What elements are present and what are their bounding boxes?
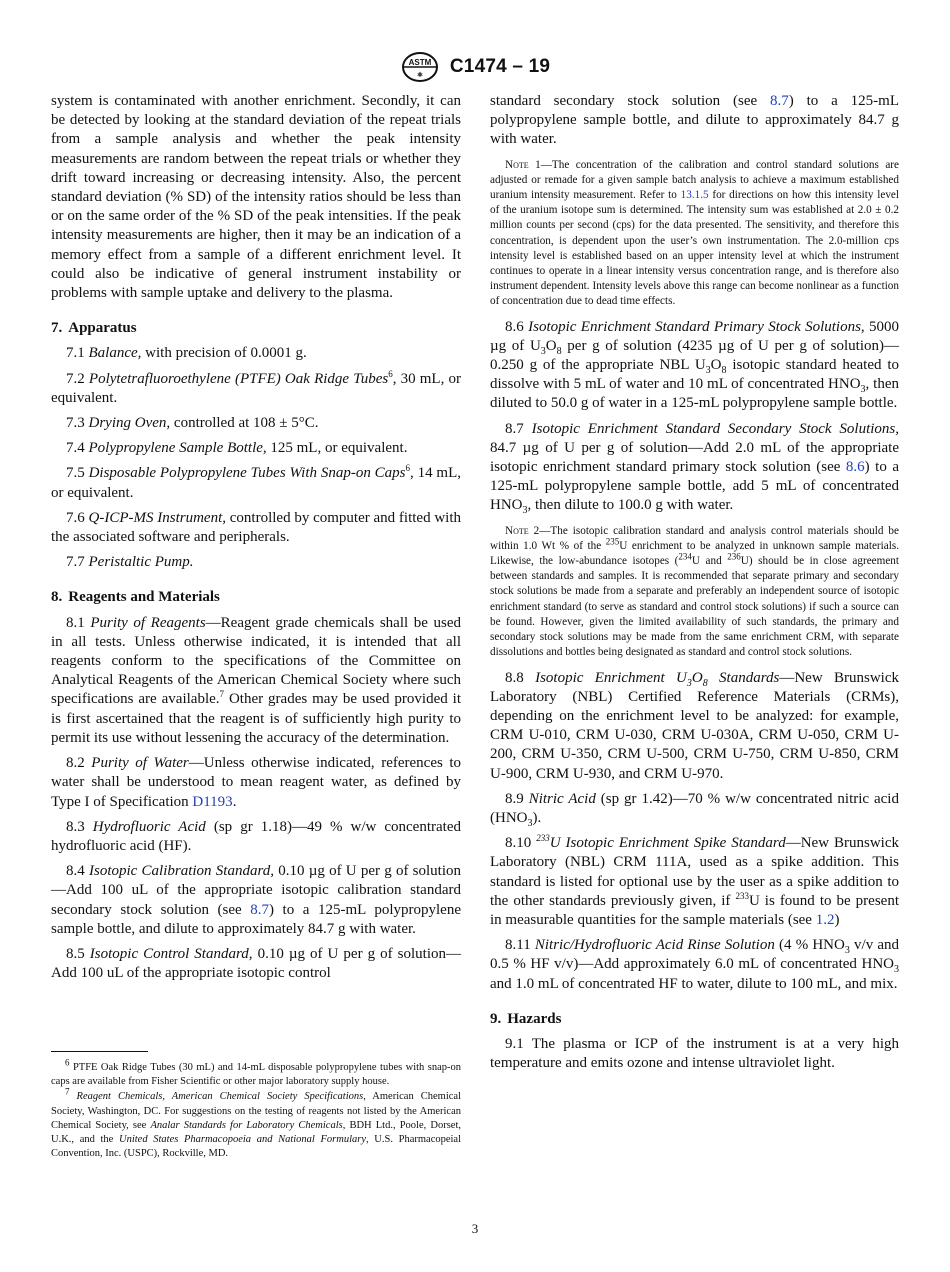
left-column bbox=[51, 92, 461, 989]
para-7-2: 7.2 Polytetrafluoroethylene (PTFE) Oak Ridge Tubes$^6$, 30 mL, or equivalent. bbox=[51, 368, 461, 406]
page-header bbox=[0, 50, 950, 84]
footnote-divider bbox=[51, 1051, 148, 1052]
astm-logo-icon bbox=[400, 50, 440, 84]
link-8-7-b[interactable]: 8.7 bbox=[770, 93, 789, 109]
section-8-heading: 8. Reagents and Materials bbox=[51, 589, 220, 606]
para-7-7: 7.7 Peristaltic Pump. bbox=[66, 554, 194, 571]
para-8-8: 8.8 Isotopic Enrichment $U_3O_8$ Standards—New Brunswick Laboratory (NBL) Certified Reference Materials (CRMs), depending on the enrichment level to be analyzed: for example, CRM U-010, CRM U-030, CRM U-030A, CRM U-050, CRM U-200, CRM U-350, CRM U-500, CRM U-750, CRM U-850, CRM U-900, CRM U-930, and CRM U-970. bbox=[490, 669, 899, 782]
para-7-4: 7.4 Polypropylene Sample Bottle, 125 mL, or equivalent. bbox=[66, 440, 408, 457]
para-8-3: 8.3 Hydrofluoric Acid (sp gr 1.18)—49 % w/w concentrated hydrofluoric acid (HF). bbox=[51, 818, 461, 854]
footnote-7: $^7$ Reagent Chemicals, American Chemical Society Specifications, American Chemical Society, Washington, DC. For suggestions on the testing of reagents not listed by the American Chemical Society, see Analar Standards for Laboratory Chemicals, BDH Ltd., Poole, Dorset, U.K., and the United States Pharmacopoeia and National Formulary, U.S. Pharmacopeial Convention, Inc. (USPC), Rockville, MD. bbox=[51, 1086, 462, 1160]
para-8-2: 8.2 Purity of Water—Unless otherwise indicated, references to water shall be understood to mean reagent water, as defined by Type I of Specification D1193. bbox=[51, 755, 461, 810]
right-column bbox=[490, 92, 899, 1079]
link-1-2[interactable]: 1.2 bbox=[815, 911, 835, 928]
para-7-6: 7.6 Q-ICP-MS Instrument, controlled by computer and fitted with the associated software and peripherals. bbox=[51, 509, 461, 546]
para-8-10: 8.10 $^{233}$U Isotopic Enrichment Spike Standard—New Brunswick Laboratory (NBL) CRM 111A, used as a spike addition. This standard is listed for optional use by the user as a spike addition to the other standards previously given, if $^{233}$U is found to be present in measurable quantities for the sample materials (see 1.2) bbox=[490, 833, 899, 928]
section-7-heading: 7. Apparatus bbox=[51, 320, 137, 337]
para-8-5-continued: standard secondary stock solution (see 8.7) to a 125-mL polypropylene sample bottle, and dilute to approximately 84.7 g with water. bbox=[490, 93, 899, 148]
note-1: Note 1—The concentration of the calibration and control standard solutions are adjusted or remade for a given sample batch analysis to achieve a maximum established uranium intensity measurement. Refer to 13.1.5 for directions on how this intensity level of the uranium isotope sum is determined. The intensity sum was established at 2.0 ± 0.2 million counts per second (cps) for the data presented. The sensitivity, and therefore this concentration, is dependent upon the user’s own instrumentation. The 2.0-million cps intensity level is established based on an upper intensity level at which the instrument continues to operate in a linear intensity versus concentration range, and is therefore also instrument dependent. Intensity levels above this range can become nonlinear as a function of concentration due to dead time effects. bbox=[490, 158, 899, 308]
link-8-6[interactable]: 8.6 bbox=[845, 459, 865, 476]
note-2: Note 2—The isotopic calibration standard and analysis control materials should be within 1.0 Wt % of the $^{235}$U enrichment to be analyzed in unknown sample materials. Likewise, the low-abundance isotopes ($^{234}$U and $^{236}$U) should be in close agreement between standards and samples. It is recommended that separate primary and secondary stock solutions be made from a separate and preferably an independent source of isotopic enrichment standard (to serve as standard and control stock solutions) if such a source can be found. However, given the limited availability of such standards, the primary and secondary stock solutions may be made from the same enrichment CRM, with separate dissolutions and bottles being designated as standard and control stock solutions. bbox=[490, 524, 899, 659]
para-8-9: 8.9 Nitric Acid (sp gr 1.42)—70 % w/w concentrated nitric acid $(HNO_3)$. bbox=[490, 790, 899, 829]
para-7-3: 7.3 Drying Oven, controlled at 108 ± 5°C. bbox=[66, 415, 319, 432]
para-7-5: 7.5 Disposable Polypropylene Tubes With Snap-on Caps$^6$, 14 mL, or equivalent. bbox=[51, 463, 462, 501]
para-8-1: 8.1 Purity of Reagents—Reagent grade chemicals shall be used in all tests. Unless otherwise indicated, it is intended that all reagents conform to the specifications of the Committee on Analytical Reagents of the American Chemical Society where such specifications are available.$^7$ Other grades may be used provided it is first ascertained that the reagent is of sufficiently high purity to permit its use without lessening the accuracy of the determination. bbox=[51, 614, 461, 746]
para-9-1: 9.1 The plasma or ICP of the instrument is at a very high temperature and emits ozone and intense ultraviolet light. bbox=[490, 1035, 899, 1072]
footnotes bbox=[51, 1057, 462, 1162]
para-8-6: 8.6 Isotopic Enrichment Standard Primary Stock Solutions, 5000 µg of $U_3O_8$ per g of solution (4235 µg of U per g of solution)—0.250 g of the appropriate NBL $U_3O_8$ isotopic standard heated to dissolve with 5 mL of water and 10 mL of concentrated $HNO_3$, then diluted to 50.0 g of water in a 125-mL polypropylene sample bottle. bbox=[490, 318, 900, 412]
section-9-heading: 9. Hazards bbox=[490, 1010, 562, 1027]
page-number: 3 bbox=[471, 1221, 479, 1236]
link-8-7[interactable]: 8.7 bbox=[250, 901, 269, 918]
para-8-7: 8.7 Isotopic Enrichment Standard Secondary Stock Solutions, 84.7 µg of U per g of solution—Add 2.0 mL of the appropriate isotopic enrichment standard primary stock solution (see 8.6) to a 125-mL polypropylene sample bottle, add 5 mL of concentrated $HNO_3$, then dilute to 100.0 g with water. bbox=[490, 420, 900, 517]
svg-text:⚛: ⚛ bbox=[416, 72, 424, 79]
para-8-11: 8.11 Nitric/Hydrofluoric Acid Rinse Solution (4 % $HNO_3$ v/v and 0.5 % HF v/v)—Add approximately 6.0 mL of concentrated $HNO_3$ and 1.0 mL of concentrated HF to water, dilute to 100 mL, and mix. bbox=[490, 937, 900, 992]
para-7-1: 7.1 Balance, with precision of 0.0001 g. bbox=[66, 345, 307, 362]
logo-text: ASTM bbox=[408, 58, 432, 67]
footnote-6: $^6$ PTFE Oak Ridge Tubes (30 mL) and 14-mL disposable polypropylene tubes with snap-on caps are available from Fisher Scientific or other major laboratory supply house. bbox=[51, 1057, 461, 1088]
link-13-1-5[interactable]: 13.1.5 bbox=[680, 189, 709, 202]
document-id: C1474 – 19 bbox=[449, 56, 551, 77]
link-d1193[interactable]: D1193 bbox=[192, 793, 233, 810]
para-8-5: 8.5 Isotopic Control Standard, 0.10 µg of U per g of solution—Add 100 uL of the appropriate isotopic control bbox=[51, 945, 462, 982]
intro-paragraph: system is contaminated with another enrichment. Secondly, it can be detected by looking at the standard deviation of the repeat trials from a sample analysis and whether the peak intensity measurements are random between the repeat trials or whether they drift toward increasing or decreasing intensity. Also, the percent standard deviation (% SD) of the intensity ratios should be less than or on the same order of the % SD of the peak intensities. If the peak intensity measurements are higher, then it may be an indication of a memory effect from a sample of a different enrichment level. It could also be indicative of general instrument instability or problems with sample uptake and delivery to the plasma. bbox=[51, 93, 461, 302]
para-8-4: 8.4 Isotopic Calibration Standard, 0.10 µg of U per g of solution—Add 100 uL of the appropriate isotopic calibration standard secondary stock solution (see 8.7) to a 125-mL polypropylene sample bottle, and dilute to approximately 84.7 g with water. bbox=[51, 863, 462, 937]
